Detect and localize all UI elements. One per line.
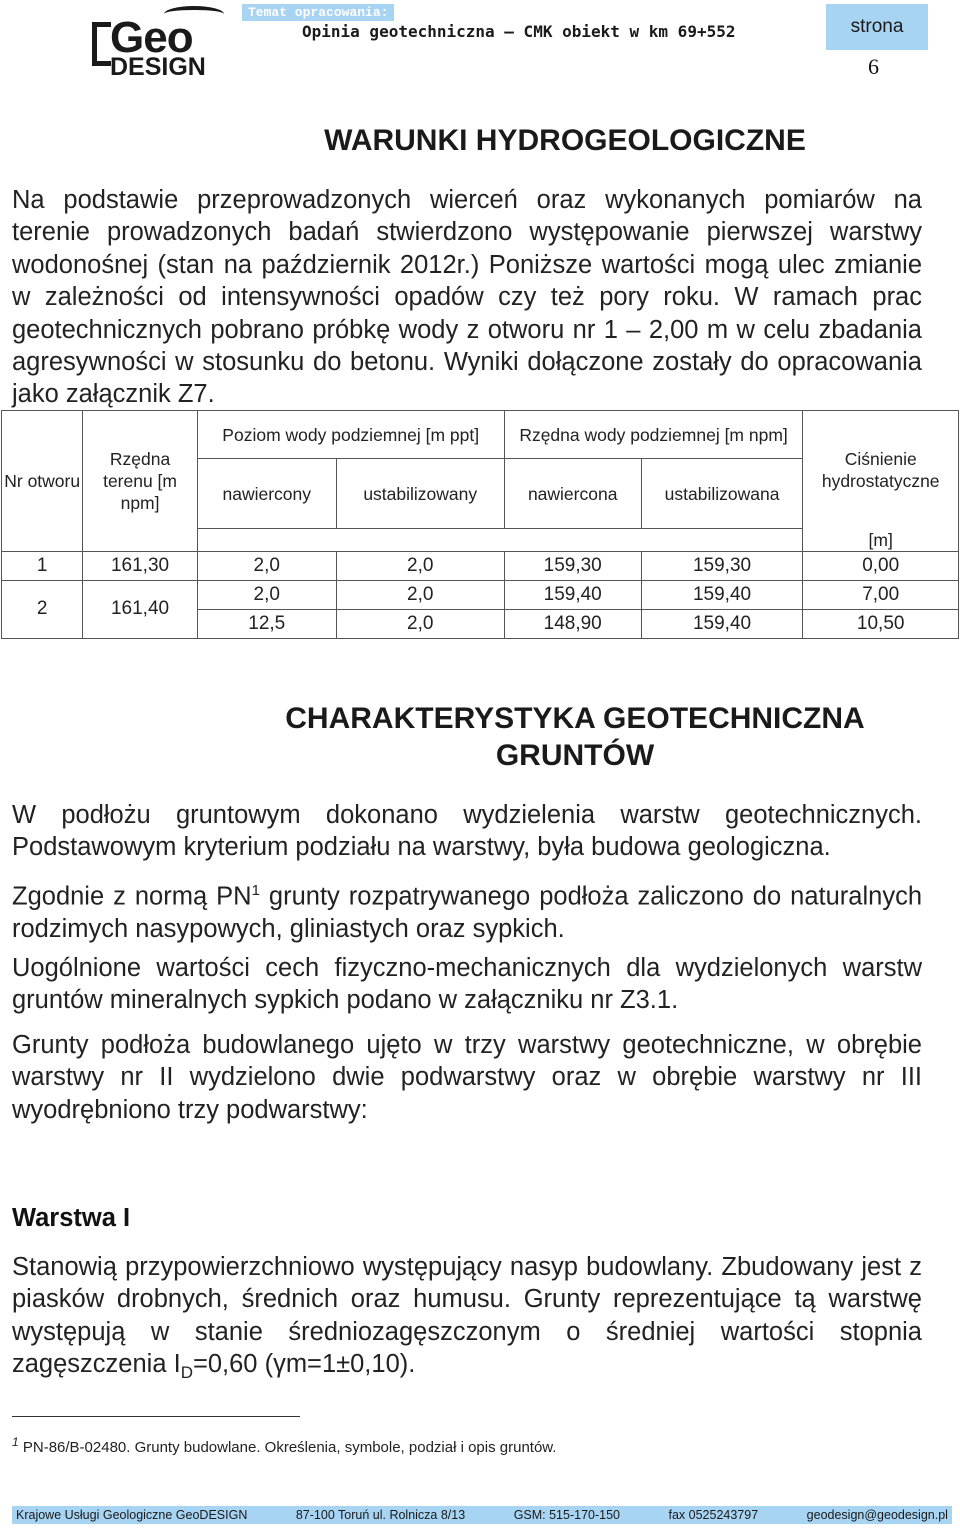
- th-cisnienie: Ciśnienie hydrostatyczne: [803, 411, 959, 529]
- geotech-paragraph-2: [12, 875, 922, 945]
- geotech-paragraph-4: Grunty podłoża budowlanego ujęto w trzy warstwy geotechniczne, w obrębie warstwy nr II wydzielono dwie podwarstwy oraz w obrębie warstwy nr III wyodrębniono trzy podwarstwy:: [12, 1031, 922, 1124]
- p2-text-after: grunty rozpatrywanego podłoża zaliczono do naturalnych rodzimych nasypowych, gliniastych oraz sypkich.: [12, 882, 922, 943]
- topic-title: Opinia geotechniczna – CMK obiekt w km 69+552: [302, 22, 736, 41]
- footnote: [12, 1435, 556, 1456]
- footnote-text: PN-86/B-02480. Grunty budowlane. Określenia, symbole, podział i opis gruntów.: [18, 1439, 557, 1456]
- warstwa-1-paragraph: [12, 1251, 922, 1390]
- footer-email: geodesign@geodesign.pl: [806, 1508, 948, 1522]
- geotech-paragraph-3: Uogólnione wartości cech fizyczno-mechanicznych dla wydzielonych warstw gruntów mineralnych sypkich podano w załączniku nr Z3.1.: [12, 954, 922, 1015]
- th-poziom-wody: Poziom wody podziemnej [m ppt]: [197, 411, 504, 459]
- geotech-paragraph-1: W podłożu gruntowym dokonano wydzielenia warstw geotechnicznych. Podstawowym kryterium podziału na warstwy, była budowa geologiczna.: [12, 801, 922, 862]
- th-cisnienie-unit: [m]: [803, 529, 959, 552]
- warstwa-1-sub: D: [180, 1363, 193, 1383]
- cell-cisn: 0,00: [803, 551, 959, 580]
- cell-rzedna: 161,30: [83, 551, 197, 580]
- footnote-mark: 1: [12, 1435, 19, 1449]
- cell-ust-npm: 159,30: [641, 551, 803, 580]
- p2-text-before: Zgodnie z normą PN: [12, 882, 252, 911]
- cell-naw-ppt: 2,0: [197, 580, 336, 609]
- cell-cisn: 10,50: [803, 609, 959, 638]
- cell-naw-ppt: 12,5: [197, 609, 336, 638]
- cell-ust-ppt: 2,0: [336, 551, 504, 580]
- cell-ust-npm: 159,40: [641, 609, 803, 638]
- th-nawiercona: nawiercona: [504, 459, 641, 529]
- warstwa-1-text-after: =0,60 (γm=1±0,10).: [192, 1350, 416, 1379]
- footer-company: Krajowe Usługi Geologiczne GeoDESIGN: [16, 1508, 248, 1522]
- table-row: [2, 551, 959, 580]
- cell-nr: 1: [2, 551, 83, 580]
- cell-cisn: 7,00: [803, 580, 959, 609]
- warstwa-1-text: Stanowią przypowierzchniowo występujący nasyp budowlany. Zbudowany jest z piasków drobnych, średnich oraz humusu. Grunty reprezentujące tą warstwę występują w stanie średniozagęszczonym o średniej wartości stopnia zagęszczenia I: [12, 1253, 922, 1379]
- warstwa-1-heading: Warstwa I: [12, 1204, 131, 1232]
- th-nawiercony: nawiercony: [197, 459, 336, 529]
- hydro-table: [1, 410, 959, 639]
- cell-naw-npm: 148,90: [504, 609, 641, 638]
- section-heading-hydro: WARUNKI HYDROGEOLOGICZNE: [324, 124, 806, 157]
- cell-nr: 2: [2, 580, 83, 638]
- section-heading-line2: GRUNTÓW: [495, 739, 655, 772]
- cell-ust-ppt: 2,0: [336, 609, 504, 638]
- footer-fax: fax 0525243797: [668, 1508, 759, 1522]
- page-label: strona: [826, 4, 928, 50]
- p2-footnote-ref: 1: [251, 882, 260, 899]
- topic-label: Temat opracowania:: [242, 4, 394, 21]
- cell-naw-npm: 159,40: [504, 580, 641, 609]
- cell-naw-npm: 159,30: [504, 551, 641, 580]
- footnote-divider: [12, 1416, 300, 1417]
- hydro-paragraph: Na podstawie przeprowadzonych wierceń oraz wykonanych pomiarów na terenie prowadzonych badań stwierdzono występowanie pierwszej warstwy wodonośnej (stan na październik 2012r.) Poniższe wartości mogą ulec zmianie w zależności od intensywności opadów czy też pory roku. W ramach prac geotechnicznych pobrano próbkę wody z otworu nr 1 – 2,00 m w celu zbadania agresywności w stosunku do betonu. Wyniki dołączone zostały do opracowania jako załącznik Z7.: [12, 186, 922, 409]
- logo-design-text: DESIGN: [110, 53, 206, 81]
- th-nr-otworu: Nr otworu: [2, 411, 83, 552]
- cell-naw-ppt: 2,0: [197, 551, 336, 580]
- th-ustabilizowany: ustabilizowany: [336, 459, 504, 529]
- logo-mark-icon: [92, 22, 111, 66]
- footer-address: 87-100 Toruń ul. Rolnicza 8/13: [295, 1508, 466, 1522]
- section-heading-line1: CHARAKTERYSTYKA GEOTECHNICZNA: [285, 702, 865, 735]
- th-rzedna-terenu: Rzędna terenu [m npm]: [83, 411, 197, 552]
- footer-gsm: GSM: 515-170-150: [513, 1508, 620, 1522]
- th-rzedna-wody: Rzędna wody podziemnej [m npm]: [504, 411, 803, 459]
- page-footer: [12, 1506, 952, 1524]
- cell-ust-npm: 159,40: [641, 580, 803, 609]
- section-heading-geotech: [180, 700, 960, 774]
- table-row: [2, 580, 959, 609]
- th-ustabilizowana: ustabilizowana: [641, 459, 803, 529]
- page-number: 6: [868, 54, 879, 79]
- company-logo: [92, 4, 232, 80]
- cell-ust-ppt: 2,0: [336, 580, 504, 609]
- cell-rzedna: 161,40: [83, 580, 197, 638]
- logo-geo-text: Geo: [110, 13, 193, 62]
